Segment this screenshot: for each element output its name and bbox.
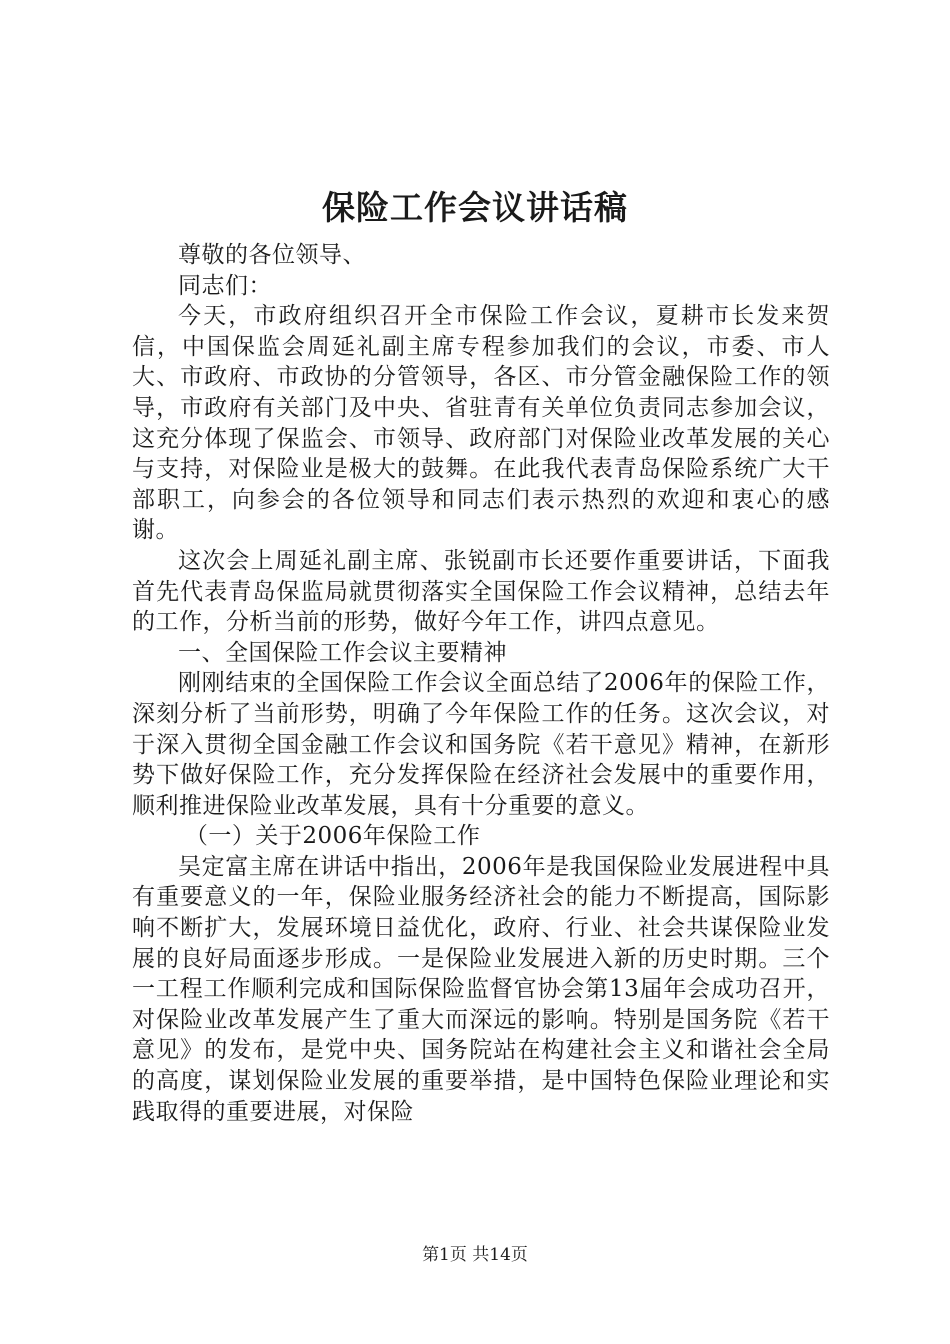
salutation-line-2: 同志们： (178, 272, 272, 299)
paragraph-subsection-1: 吴定富主席在讲话中指出，2006年是我国保险业发展进程中具有重要意义的一年，保险业服务经济社会的能力不断提高，国际影响不断扩大，发展环境日益优化，政府、行业、社会共谋保险业发展的良好局面逐步形成。一是保险业发展进入新的历史时期。三个一工程工作顺利完成和国际保险监督官协会第13届年会成功召开，对保险业改革发展产生了重大而深远的影响。特别是国务院《若干意见》的发布，是党中央、国务院站在构建社会主义和谐社会全局的高度，谋划保险业发展的重要举措，是中国特色保险业理论和实践取得的重要进展，对保险 (132, 853, 830, 1125)
paragraph-section-1: 刚刚结束的全国保险工作会议全面总结了2006年的保险工作，深刻分析了当前形势，明确了今年保险工作的任务。这次会议，对于深入贯彻全国金融工作会议和国务院《若干意见》精神，在新形势下做好保险工作，充分发挥保险在经济社会发展中的重要作用，顺利推进保险业改革发展，具有十分重要的意义。 (132, 670, 830, 819)
page-footer: 第1页 共14页 (422, 1245, 528, 1265)
salutation-line-1: 尊敬的各位领导、 (178, 242, 366, 268)
document-body (132, 240, 830, 1127)
section-heading-1: 一、全国保险工作会议主要精神 (178, 639, 507, 666)
paragraph-opening: 今天，市政府组织召开全市保险工作会议，夏耕市长发来贺信，中国保监会周延礼副主席专程参加我们的会议，市委、市人大、市政府、市政协的分管领导，各区、市分管金融保险工作的领导，市政府有关部门及中央、省驻青有关单位负责同志参加会议，这充分体现了保监会、市领导、政府部门对保险业改革发展的关心与支持，对保险业是极大的鼓舞。在此我代表青岛保险系统广大干部职工，向参会的各位领导和同志们表示热烈的欢迎和衷心的感谢。 (132, 303, 830, 544)
document-title: 保险工作会议讲话稿 (322, 188, 628, 227)
subsection-heading-1: （一）关于2006年保险工作 (184, 823, 481, 850)
paragraph-intro: 这次会上周延礼副主席、张锐副市长还要作重要讲话，下面我首先代表青岛保监局就贯彻落实全国保险工作会议精神，总结去年的工作，分析当前的形势，做好今年工作，讲四点意见。 (132, 547, 830, 636)
